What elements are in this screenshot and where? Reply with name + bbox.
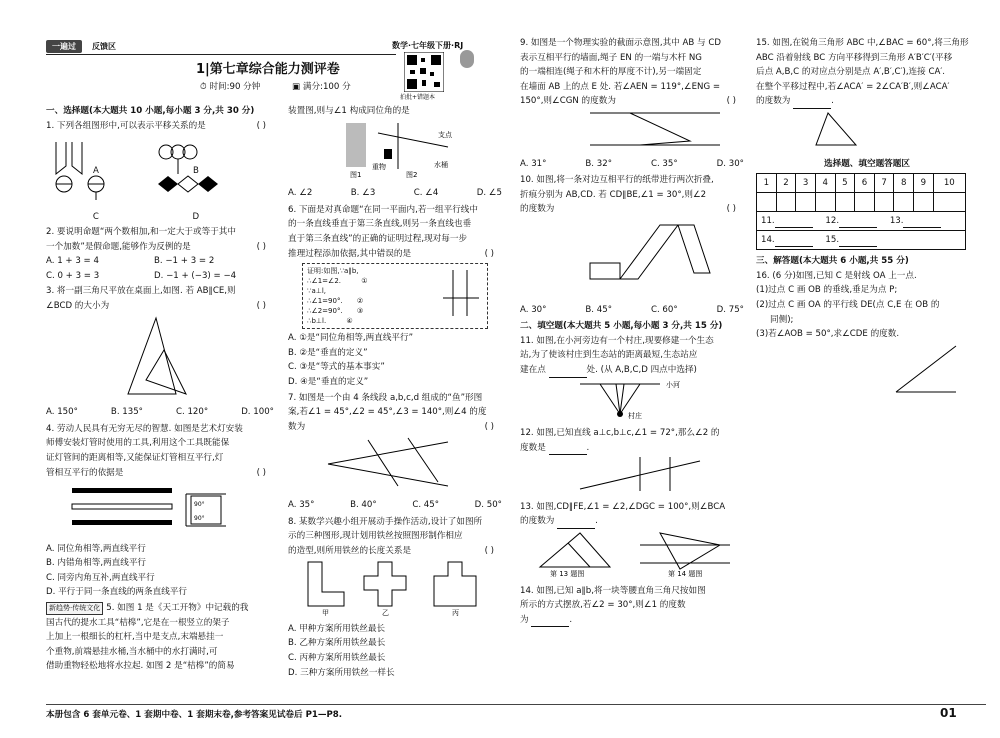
q6: 6. 下面是对真命题“在同一平面内,若一组平行线中 的一条直线垂直于第三条直线,则另一条直线也垂 直于第三条直线”的正确的证明过程,现对每一步 推理过程添加依据,其中错误的是 ( ) 证明:如图,∵a∥b, ∴∠1=∠2. ① ∵a⊥l, ∴∠1=90°. ② ∴∠2=90°. ③ ∴b⊥l. ④ A. ①是“同位角相等,两直线平行” B. ②是“垂直的定义” C. ③是“等式的基本事实” D. ④是“垂直的定义” <box>288 204 494 387</box>
q15: 15. 如图,在锐角三角形 ABC 中,∠BAC = 60°,将三角形 ABC 沿着射线 BC 方向平移得到三角形 A′B′C′(平移 后点 A,B,C 的对应点分别是点 A′,B′,C′),连接 CA′. 在整个平移过程中,若∠ACA′ = 2∠CA′B′,则∠ACA′ 的度数为 . <box>756 36 978 155</box>
fill-14[interactable]: 14. <box>761 235 813 245</box>
q5: 新趋势·传统文化 5. 如图 1 是《天工开物》中记载的我 国古代的提水工具“桔槔”,它是在一根竖立的架子 上加上一根细长的杠杆,当中是支点,末端悬挂一 个重物,前端悬挂水桶,当水桶中的水打满时,可 借助重物轻松地将水拉起. 如图 2 是“桔槔”的简易 <box>46 603 249 672</box>
column-3 <box>520 36 744 628</box>
q5-fig2-label: 图2 <box>406 170 418 179</box>
section1-heading: 一、选择题(本大题共 10 小题,每小题 3 分,共 30 分) <box>46 106 255 116</box>
q11: 11. 如图,在小河旁边有一个村庄,现要修建一个生态 站,为了使该村庄到生态站的距离最短,生态站应 建在点 处. (从 A,B,C,D 四点中选择) 小河 村庄 <box>520 334 744 425</box>
q5-fulcrum-label: 支点 <box>438 130 452 139</box>
q1-label-c: C <box>92 212 99 223</box>
fill-11[interactable]: 11. <box>761 216 813 226</box>
week-tag: 一遍过 <box>46 40 82 53</box>
fill-13[interactable]: 13. <box>890 216 942 226</box>
q14: 14. 如图,已知 a∥b,将一块等腰直角三角尺按如图 所示的方式摆放,若∠2 = 30°,则∠1 的度数 为 . <box>520 584 744 628</box>
q16-figure <box>756 342 978 398</box>
footer-note: 本册包含 6 套单元卷、1 套期中卷、1 套期末卷,参考答案见试卷后 P1—P8. <box>46 710 343 720</box>
q1-label-b: B <box>193 165 199 176</box>
column-1 <box>46 104 274 675</box>
q8-fig-jia: 甲 <box>322 609 329 617</box>
q10: 10. 如图,将一条对边互相平行的纸带进行两次折叠, 折痕分别为 AB,CD. 若 CD∥BE,∠1 = 30°,则∠2 的度数为 ( ) A. 30° B. 45° C. 60° D. 75° <box>520 175 744 315</box>
q13-q14-figures <box>520 529 744 577</box>
q4-figure <box>46 480 274 536</box>
q6-figure <box>441 268 481 318</box>
q13: 13. 如图,CD∥FE,∠1 = ∠2,∠DGC = 100°,则∠BCA 的度数为 . 第 13 题图 第 14 题图 <box>520 500 744 583</box>
q7-figure <box>288 434 502 490</box>
q1-fig-a <box>56 142 82 174</box>
header-rule <box>46 54 396 55</box>
q1-label-a: A <box>93 165 99 176</box>
q4-angle-2: 90° <box>194 515 205 523</box>
q5-figures <box>288 119 502 179</box>
full-score: ▣ 满分:100 分 <box>292 82 351 92</box>
qr-caption: 拍批+错题本 <box>400 94 436 101</box>
column-4 <box>756 36 978 404</box>
q2: 2. 要说明命题“两个数相加,和一定大于或等于其中 一个加数”是假命题,能够作为反例的是 ( ) A. 1 + 3 = 4 B. −1 + 3 = 2 C. 0 + 3 = 3 D. −1 + (−3) = −4 <box>46 226 266 281</box>
q1-fig-c <box>56 176 104 200</box>
q11-river-label: 小河 <box>666 380 680 389</box>
q4-angle-1: 90° <box>194 501 205 509</box>
answer-area-title: 选择题、填空题答题区 <box>824 158 910 169</box>
q8-fig-yi: 乙 <box>382 609 389 617</box>
time-limit: ⏱ 时间:90 分钟 <box>200 82 261 92</box>
page-number: 01 <box>940 706 957 720</box>
q4: 4. 劳动人民具有无穷无尽的智慧. 如图是艺术灯安装 师傅安装灯管时使用的工具,利用这个工具既能保 证灯管间的距离相等,又能保证灯管相互平行,灯 管相互平行的依据是 ( ) 90° 90° A. 同位角相等,两直线平行 B. 内错角相等,两直线平行 C. 同旁内角互补,两直线平行 D. 平行于同一条直线的两条直线平行 <box>46 422 274 600</box>
q1-fig-b <box>159 145 197 174</box>
q9-figure <box>520 109 744 149</box>
feedback-tag: 反馈区 <box>92 42 116 51</box>
q12-figure <box>520 455 744 493</box>
q11-figure <box>520 378 744 420</box>
q3: 3. 将一副三角尺平放在桌面上,如图. 若 AB∥CE,则 ∠BCD 的大小为 ( ) A. 150° B. 135° C. 120° D. 100° <box>46 284 274 419</box>
q15-figure <box>756 109 978 149</box>
q1-label-d: D <box>192 212 200 223</box>
footer-rule <box>46 704 986 705</box>
q8: 8. 某数学兴趣小组开展动手操作活动,设计了如图所 示的三种图形,现计划用铁丝按照图形制作相应 的造型,则所用铁丝的长度关系是 ( ) 甲 乙 丙 A. 甲种方案所用铁丝最长 B. 乙种方案所用铁丝最长 C. 丙种方案所用铁丝最长 D. 三种方案所用铁丝一样长 <box>288 515 502 681</box>
answer-grid: 1 2 3 4 5 6 7 8 9 10 11. 12. 13. 14. 15. <box>756 173 966 250</box>
q5-badge: 新趋势·传统文化 <box>46 602 103 615</box>
q13-caption: 第 13 题图 <box>550 570 585 578</box>
section2-heading: 二、填空题(本大题共 5 小题,每小题 3 分,共 15 分) <box>520 321 723 332</box>
page-title: 1|第七章综合能力测评卷 <box>196 62 340 77</box>
fill-15[interactable]: 15. <box>825 235 877 245</box>
q5-weight-label: 重物 <box>372 162 386 171</box>
q1-figures <box>46 134 274 204</box>
q7: 7. 如图是一个由 4 条线段 a,b,c,d 组成的“鱼”形图 案,若∠1 = 45°,∠2 = 45°,∠3 = 140°,则∠4 的度 数为 ( ) A. 35° B. 40° C. 45° D. 50° <box>288 392 502 510</box>
q11-village-label: 村庄 <box>628 411 642 420</box>
q5-options: A. ∠2 B. ∠3 C. ∠4 D. ∠5 <box>288 188 502 199</box>
q5-fig1-label: 图1 <box>350 170 362 179</box>
q1-fig-d <box>158 176 218 192</box>
section3-heading: 三、解答题(本大题共 6 小题,共 55 分) <box>756 256 909 267</box>
q5-cont: 装置图,则与∠1 构成同位角的是 <box>288 106 410 116</box>
qr-code[interactable] <box>404 52 444 92</box>
q14-caption: 第 14 题图 <box>668 570 703 578</box>
q9: 9. 如图是一个物理实验的截面示意图,其中 AB 与 CD 表示互相平行的墙面,绳子 EN 的一端与木杆 NG 的一端相连(绳子和木杆的厚度不计),另一端固定 在墙面 AB 上的点 E 处. 若∠AEN = 119°,∠ENG = 150°,则∠CGN 的度数为 ( ) A. 31° B. 32° C. 35° D. 30° <box>520 38 744 169</box>
q8-fig-bing: 丙 <box>452 609 459 617</box>
fill-12[interactable]: 12. <box>825 216 877 226</box>
mascot-icon <box>460 50 474 68</box>
q6-proof-box: 证明:如图,∵a∥b, ∴∠1=∠2. ① ∵a⊥l, ∴∠1=90°. ② ∴∠2=90°. ③ ∴b⊥l. ④ <box>302 263 488 329</box>
q12: 12. 如图,已知直线 a⊥c,b⊥c,∠1 = 72°,那么∠2 的 度数是 . <box>520 426 744 499</box>
q16: 16. (6 分)如图,已知 C 是射线 OA 上一点. (1)过点 C 画 OB 的垂线,垂足为点 P; (2)过点 C 画 OA 的平行线 DE(点 C,E 在 OB 的 同侧); (3)若∠AOB = 50°,求∠CDE 的度数. <box>756 269 978 404</box>
q1: 1. 下列各组图形中,可以表示平移关系的是 ( ) <box>46 120 266 131</box>
subject-label: 数学·七年级下册·RJ <box>392 41 464 50</box>
q8-figures <box>288 558 502 616</box>
q10-figure <box>520 217 744 295</box>
q5-bucket-label: 水桶 <box>434 160 448 169</box>
column-2 <box>288 104 502 681</box>
